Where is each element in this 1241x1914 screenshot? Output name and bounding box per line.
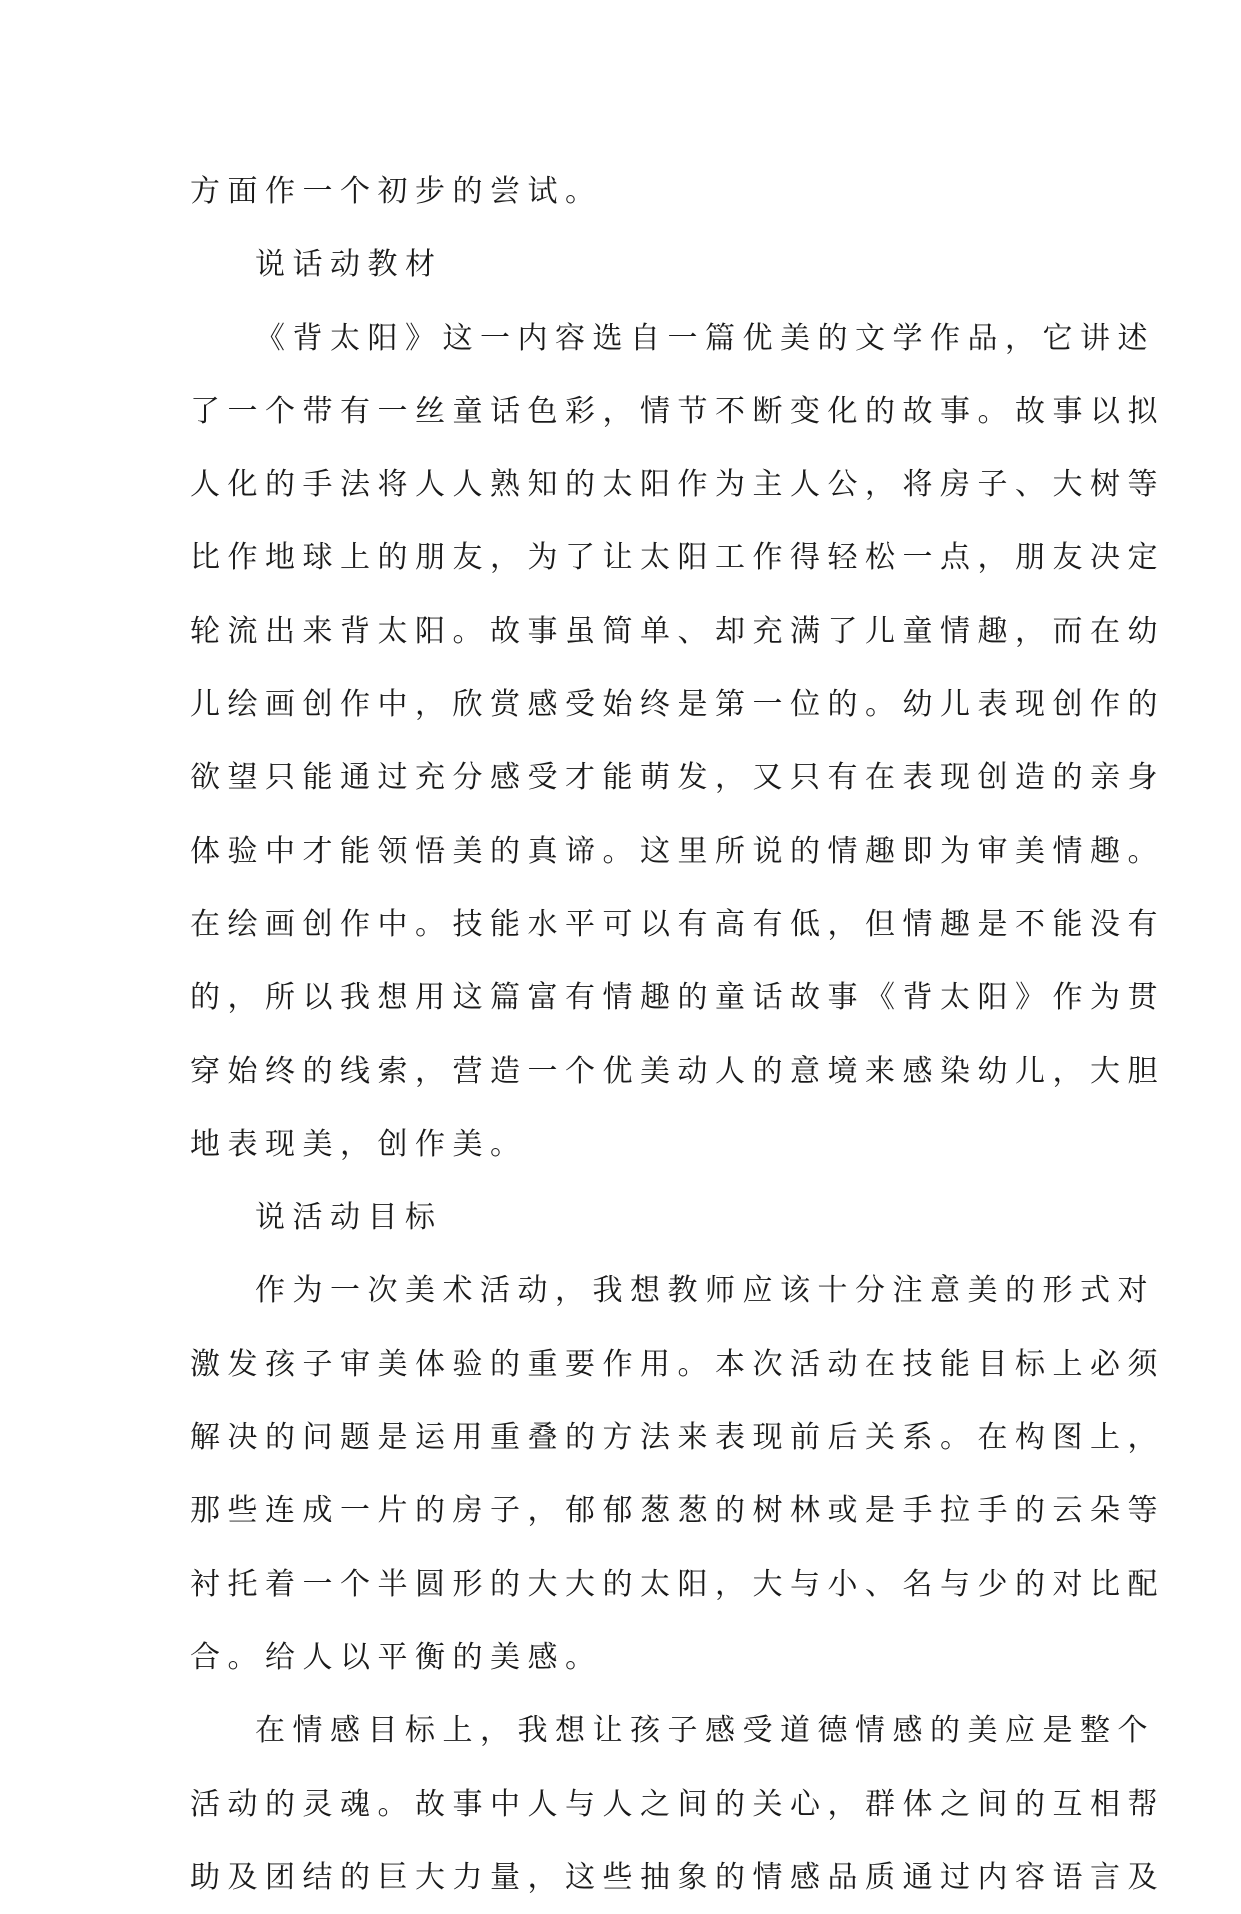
text-line: 比作地球上的朋友，为了让太阳工作得轻松一点，朋友决定 (190, 540, 1165, 576)
text-line: 激发孩子审美体验的重要作用。本次活动在技能目标上必须 (190, 1346, 1165, 1382)
text-line: 合。给人以平衡的美感。 (190, 1639, 603, 1675)
text-line: 的，所以我想用这篇富有情趣的童话故事《背太阳》作为贯 (190, 980, 1165, 1016)
text-line: 欲望只能通过充分感受才能萌发，又只有在表现创造的亲身 (190, 760, 1165, 796)
text-line: 穿始终的线索，营造一个优美动人的意境来感染幼儿，大胆 (190, 1053, 1165, 1089)
text-line: 解决的问题是运用重叠的方法来表现前后关系。在构图上， (190, 1420, 1165, 1456)
text-line: 人化的手法将人人熟知的太阳作为主人公，将房子、大树等 (190, 467, 1165, 503)
text-line: 助及团结的巨大力量，这些抽象的情感品质通过内容语言及 (190, 1859, 1165, 1895)
text-line: 活动的灵魂。故事中人与人之间的关心，群体之间的互相帮 (190, 1786, 1165, 1822)
text-line: 儿绘画创作中，欣赏感受始终是第一位的。幼儿表现创作的 (190, 687, 1165, 723)
document-body (190, 155, 1165, 1914)
text-line: 体验中才能领悟美的真谛。这里所说的情趣即为审美情趣。 (190, 833, 1165, 869)
text-line: 《背太阳》这一内容选自一篇优美的文学作品，它讲述 (255, 320, 1155, 356)
text-line: 方面作一个初步的尝试。 (190, 174, 603, 209)
text-line: 轮流出来背太阳。故事虽简单、却充满了儿童情趣，而在幼 (190, 613, 1165, 649)
section-heading: 说活动目标 (255, 1200, 443, 1236)
section-heading: 说话动教材 (255, 247, 443, 283)
text-line: 在情感目标上，我想让孩子感受道德情感的美应是整个 (255, 1713, 1155, 1749)
text-line: 在绘画创作中。技能水平可以有高有低，但情趣是不能没有 (190, 906, 1165, 942)
text-line: 作为一次美术活动，我想教师应该十分注意美的形式对 (255, 1273, 1155, 1309)
text-line: 那些连成一片的房子，郁郁葱葱的树林或是手拉手的云朵等 (190, 1493, 1165, 1529)
text-line: 地表现美，创作美。 (190, 1126, 528, 1162)
text-line: 衬托着一个半圆形的大大的太阳，大与小、名与少的对比配 (190, 1566, 1165, 1602)
text-line: 了一个带有一丝童话色彩，情节不断变化的故事。故事以拟 (190, 393, 1165, 429)
